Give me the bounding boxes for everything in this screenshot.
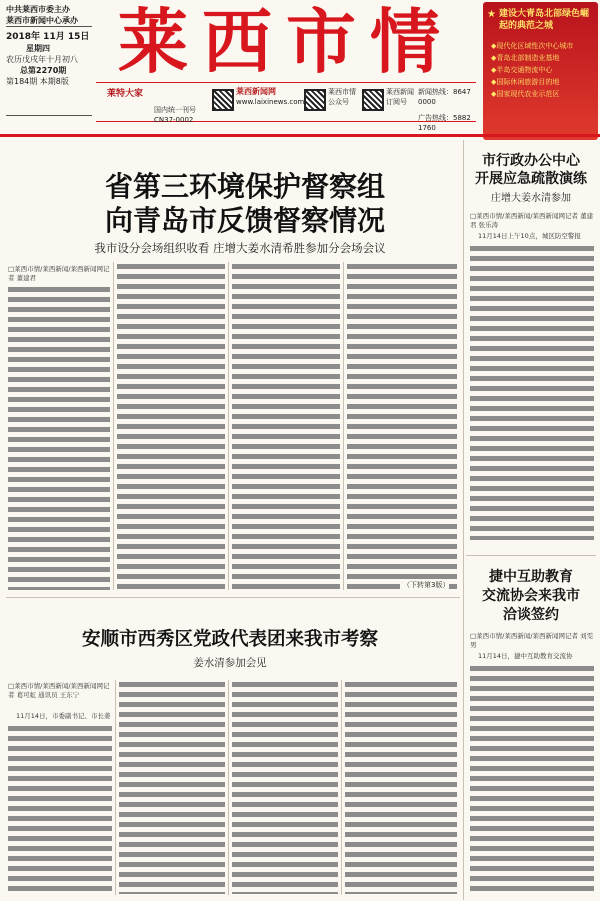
- wechat-qr-icon: [304, 89, 326, 111]
- lead-body-col-1: [8, 285, 110, 590]
- lead-continued: （下转第3版）: [400, 580, 449, 590]
- bottom-left-headline: 安顺市西秀区党政代表团来我市考察: [81, 629, 378, 650]
- lead-headline-line-2: 向青岛市反馈督察情况: [104, 204, 385, 237]
- masthead-info: [6, 4, 98, 87]
- lead-body-col-4: [347, 262, 457, 590]
- right-top-headline-line-2: 开展应急疏散演练: [475, 171, 587, 187]
- promo-item: ◆ 现代化区域性次中心城市: [491, 40, 595, 52]
- promo-item: ◆ 国家现代农业示范区: [491, 88, 595, 100]
- promo-item: ◆ 国际休闲旅游目的地: [491, 76, 595, 88]
- site-name: 莱西新闻网: [236, 87, 276, 96]
- bottom-left-dateline: 11月14日，市委副书记、市长姜: [16, 712, 111, 720]
- right-top-dateline: 11月14日上午10点，城区防空警报: [478, 232, 581, 240]
- lead-body-col-3: [232, 262, 340, 590]
- right-top-body: [470, 244, 594, 540]
- star-icon: ★: [487, 9, 496, 20]
- bottom-left-body-col-2: [119, 680, 225, 894]
- right-bottom-body: [470, 664, 594, 894]
- mini-logo: 莱特大家: [106, 89, 143, 99]
- masthead-info-strip: [96, 82, 476, 132]
- right-bottom-headline-line-2: 交流协会来我市: [482, 588, 580, 604]
- subscribe-qr-icon: [362, 89, 384, 111]
- right-bottom-dateline: 11月14日，捷中互助教育交流协: [478, 652, 573, 660]
- right-bottom-byline: □莱西市情/莱西新闻/莱西新闻网记者 刘雯男: [470, 632, 594, 649]
- newspaper-title-logo: 莱西市情: [118, 0, 454, 83]
- sponsor-line-2: 莱西市新闻中心承办: [6, 16, 78, 25]
- issue-date: 2018年 11月 15日: [6, 32, 90, 42]
- promo-banner: [483, 2, 598, 140]
- lead-byline: □莱西市情/莱西新闻/莱西新闻网记者 董建君: [8, 265, 110, 282]
- promo-item: ◆ 青岛北部制造业基地: [491, 52, 595, 64]
- sponsor-line-1: 中共莱西市委主办: [6, 5, 70, 14]
- bottom-left-body-col-3: [232, 680, 338, 894]
- promo-item: ◆ 半岛交通物流中心: [491, 64, 595, 76]
- lead-subhead: 我市设分会场组织收看 庄增大姜水清希胜参加分会场会议: [94, 241, 386, 255]
- right-bottom-headline-line-3: 洽谈签约: [503, 607, 559, 623]
- issue-total: 总第2270期: [20, 66, 67, 75]
- lunar-date: 农历戊戌年十月初八: [6, 55, 78, 64]
- promo-title: 建设大青岛北部绿色崛起的典范之城: [499, 9, 590, 31]
- news-hotline: 新闻热线：8647 0000: [418, 88, 471, 106]
- newspaper-code: 国内统一刊号 CN37-0002: [154, 106, 196, 124]
- promo-list: [483, 36, 598, 100]
- wechat-label-2: 莱西新闻 订阅号: [386, 88, 414, 106]
- right-top-headline-line-1: 市行政办公中心: [482, 153, 580, 169]
- issue-weekly: 第184期 本期8版: [6, 77, 69, 86]
- lead-headline-line-1: 省第三环境保护督察组: [104, 170, 385, 203]
- ad-hotline: 广告热线：5882 1760: [418, 114, 471, 132]
- bottom-left-body-col-4: [345, 680, 457, 894]
- right-top-subhead: 庄增大姜水清参加: [491, 193, 571, 204]
- bottom-left-byline: □莱西市情/莱西新闻/莱西新闻网记者 葛可虹 通讯员 王东宁: [8, 682, 110, 699]
- qr-code-icon: [212, 89, 234, 111]
- site-url: www.laixinews.com: [236, 98, 305, 106]
- masthead-divider: [0, 134, 600, 137]
- lead-body-col-2: [117, 262, 225, 590]
- bottom-left-body-col-1: [8, 724, 112, 894]
- bottom-left-subhead: 姜水清参加会见: [193, 657, 267, 669]
- right-top-byline: □莱西市情/莱西新闻/莱西新闻网记者 董建君 张乐涛: [470, 212, 594, 229]
- wechat-label-1: 莱西市情 公众号: [328, 88, 356, 106]
- right-bottom-headline-line-1: 捷中互助教育: [489, 569, 573, 585]
- issue-weekday: 星期四: [26, 44, 50, 53]
